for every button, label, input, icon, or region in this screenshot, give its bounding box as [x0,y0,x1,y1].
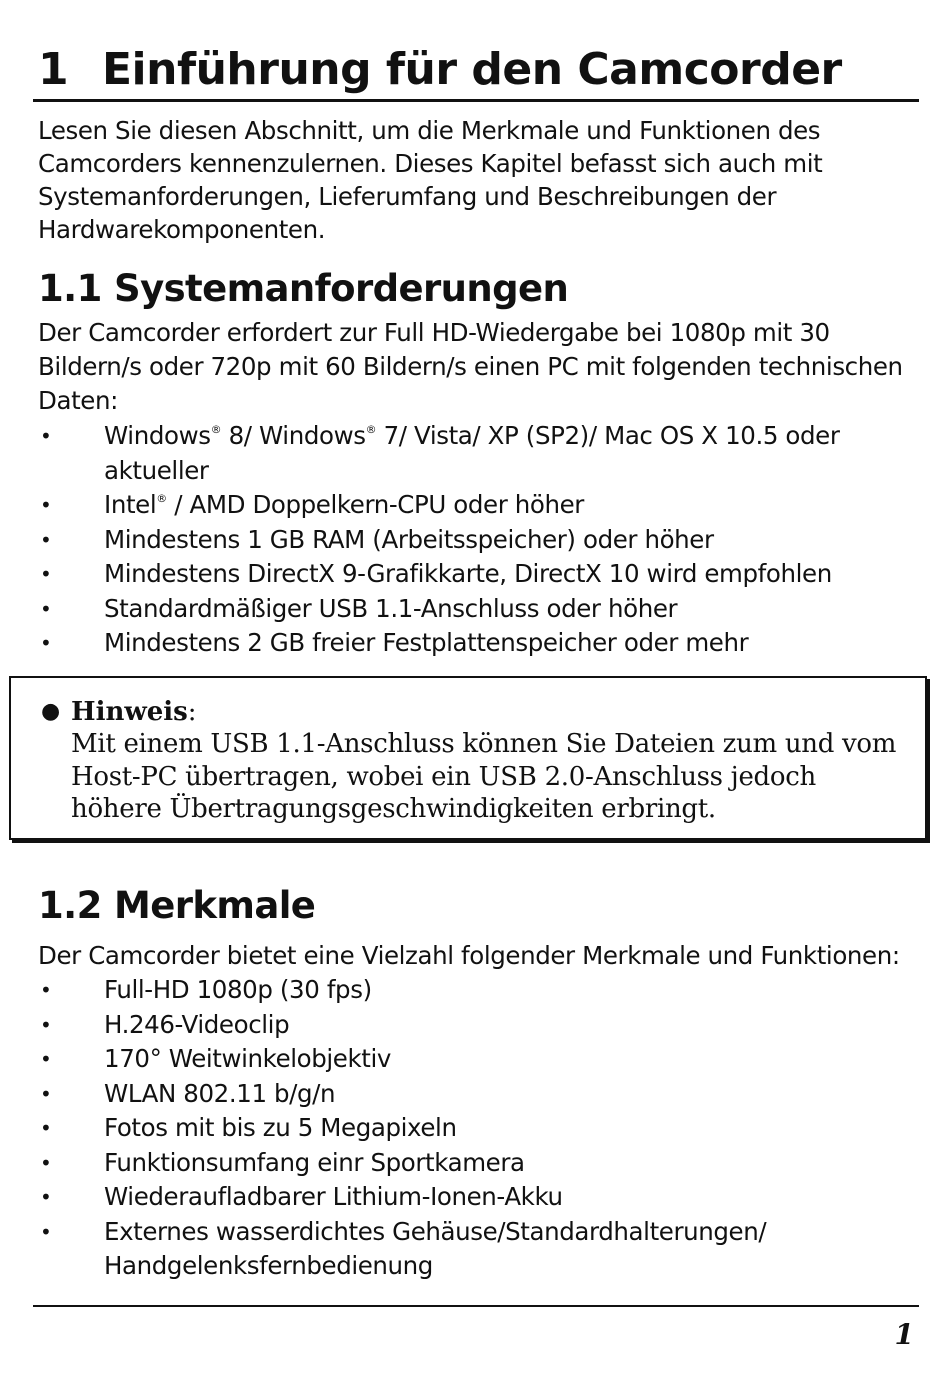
requirement-ram: Mindestens 1 GB RAM (Arbeitsspeicher) oder höher [104,524,714,554]
requirement-cpu [104,488,928,523]
requirement-os-continued: aktueller [104,455,209,485]
note-line: höhere Übertragungsgeschwindigkeiten erbringt. [71,794,716,824]
list-item [38,1111,928,1146]
feature-item-continued: Handgelenksfernbedienung [104,1251,433,1280]
list-item [38,419,928,488]
feature-item: WLAN 802.11 b/g/n [104,1078,336,1108]
features-list [38,973,928,1284]
feature-item: Wiederaufladbarer Lithium-Ionen-Akku [104,1182,563,1211]
list-item [38,1077,928,1112]
bullet-icon: • [40,978,52,1002]
page-number: 1 [894,1318,914,1351]
list-item [38,523,928,558]
list-item [38,973,928,1008]
requirement-os-text: 8/ Windows [221,421,366,450]
requirement-gpu: Mindestens DirectX 9-Grafikkarte, DirectX 10 wird empfohlen [104,559,832,588]
requirement-os-text: Windows [104,421,211,450]
chapter-intro-line: Systemanforderungen, Lieferumfang und Beschreibungen der [38,182,777,211]
chapter-number: 1 [38,44,69,95]
system-requirements-intro-line: Daten: [38,386,118,415]
list-item [38,1008,928,1043]
feature-item: 170° Weitwinkelobjektiv [104,1044,391,1073]
bullet-icon: • [40,562,52,586]
list-item [38,1146,928,1181]
bullet-icon: • [40,1185,52,1209]
list-item [38,1042,928,1077]
list-item [38,557,928,592]
requirement-disk: Mindestens 2 GB freier Festplattenspeicher oder mehr [104,628,749,657]
bullet-icon: • [40,493,52,517]
requirement-os [104,419,928,454]
note-label-text: Hinweis [71,697,188,727]
requirement-cpu-text: / AMD Doppelkern-CPU oder höher [166,490,584,519]
system-requirements-intro-line: Bildern/s oder 720p mit 60 Bildern/s einen PC mit folgenden technischen [38,352,903,381]
registered-mark: ® [365,423,377,436]
chapter-intro [38,114,918,246]
bullet-icon: • [40,1150,52,1175]
section-heading-system-requirements: 1.1 Systemanforderungen [38,267,569,310]
note-line: Mit einem USB 1.1-Anschluss können Sie Dateien zum und vom [71,729,897,759]
bullet-icon: • [40,1012,52,1037]
feature-item: Fotos mit bis zu 5 Megapixeln [104,1113,457,1142]
note-label [71,696,197,728]
bullet-icon: • [40,1219,52,1244]
registered-mark: ® [156,492,167,505]
note-label-colon: : [187,697,197,727]
requirement-cpu-text: Intel [104,490,157,519]
bullet-icon: • [40,596,52,621]
system-requirements-intro-line: Der Camcorder erfordert zur Full HD-Wiedergabe bei 1080p mit 30 [38,318,830,347]
list-item [38,1215,928,1284]
feature-item: Externes wasserdichtes Gehäuse/Standardhalterungen/ [104,1216,767,1246]
system-requirements-intro [38,316,918,417]
footer-rule [33,1305,919,1307]
list-item [38,1180,928,1215]
system-requirements-list [38,419,928,661]
list-item [38,626,928,661]
chapter-intro-line: Lesen Sie diesen Abschnitt, um die Merkmale und Funktionen des [38,116,821,145]
bullet-icon: • [40,1116,52,1140]
requirement-os-text: 7/ Vista/ XP (SP2)/ Mac OS X 10.5 oder [376,421,840,450]
registered-mark: ® [210,423,222,436]
note-box [9,676,927,840]
list-item [38,488,928,523]
chapter-intro-line: Camcorders kennenzulernen. Dieses Kapitel befasst sich auch mit [38,149,823,178]
note-text [71,728,921,826]
bullet-icon: • [40,631,52,655]
section-heading-features: 1.2 Merkmale [38,884,316,927]
feature-item: Full-HD 1080p (30 fps) [104,975,372,1004]
features-intro-line: Der Camcorder bietet eine Vielzahl folgender Merkmale und Funktionen: [38,941,900,970]
requirement-usb: Standardmäßiger USB 1.1-Anschluss oder höher [104,593,678,623]
note-bullet-icon: ● [41,699,61,724]
bullet-icon: • [40,527,52,552]
chapter-title-rule [33,99,919,102]
note-line: Host-PC übertragen, wobei ein USB 2.0-Anschluss jedoch [71,761,816,792]
chapter-title-text: Einführung für den Camcorder [102,44,842,95]
chapter-intro-line: Hardwarekomponenten. [38,215,326,244]
list-item [38,592,928,627]
feature-item: H.246-Videoclip [104,1009,290,1039]
bullet-icon: • [40,424,52,448]
bullet-icon: • [40,1047,52,1071]
feature-item: Funktionsumfang einr Sportkamera [104,1147,525,1177]
chapter-title [38,40,918,100]
bullet-icon: • [40,1081,52,1106]
features-intro [38,939,918,972]
